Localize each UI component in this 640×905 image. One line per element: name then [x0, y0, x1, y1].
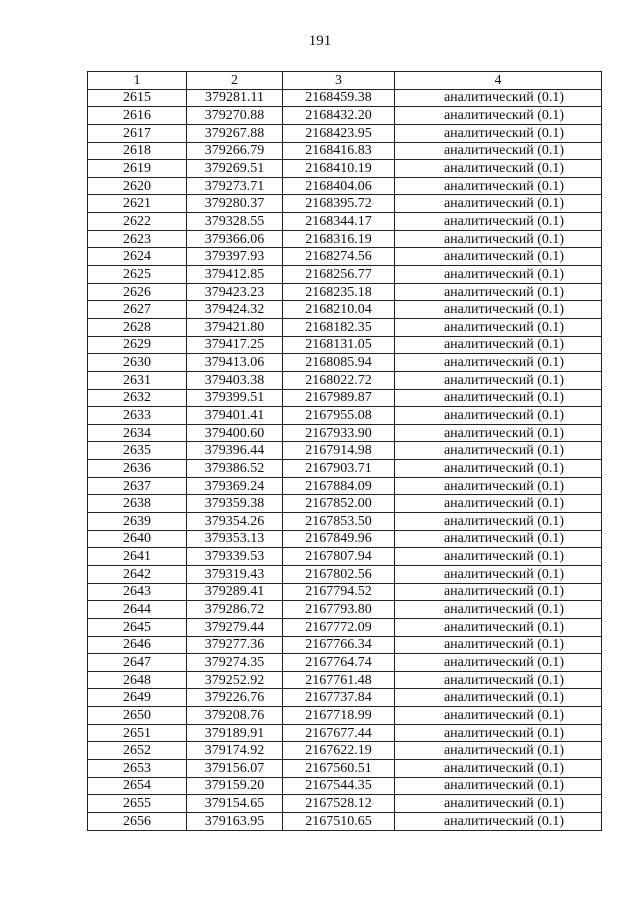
point-number-cell: 2643 — [88, 583, 187, 601]
method-cell: аналитический (0.1) — [395, 195, 602, 213]
y-coordinate-cell: 2167544.35 — [283, 777, 395, 795]
point-number-cell: 2646 — [88, 636, 187, 654]
point-number-cell: 2642 — [88, 565, 187, 583]
x-coordinate-cell: 379400.60 — [187, 424, 283, 442]
y-coordinate-cell: 2167622.19 — [283, 742, 395, 760]
x-coordinate-cell: 379156.07 — [187, 759, 283, 777]
table-row — [88, 795, 602, 813]
method-cell: аналитический (0.1) — [395, 513, 602, 531]
x-coordinate-cell: 379397.93 — [187, 248, 283, 266]
table-row — [88, 283, 602, 301]
y-coordinate-cell: 2167761.48 — [283, 671, 395, 689]
x-coordinate-cell: 379401.41 — [187, 407, 283, 425]
y-coordinate-cell: 2168022.72 — [283, 371, 395, 389]
x-coordinate-cell: 379277.36 — [187, 636, 283, 654]
y-coordinate-cell: 2167794.52 — [283, 583, 395, 601]
table-row — [88, 107, 602, 125]
method-cell: аналитический (0.1) — [395, 601, 602, 619]
method-cell: аналитический (0.1) — [395, 742, 602, 760]
table-row — [88, 618, 602, 636]
method-cell: аналитический (0.1) — [395, 371, 602, 389]
point-number-cell: 2629 — [88, 336, 187, 354]
method-cell: аналитический (0.1) — [395, 213, 602, 231]
y-coordinate-cell: 2167989.87 — [283, 389, 395, 407]
method-cell: аналитический (0.1) — [395, 389, 602, 407]
table-row — [88, 460, 602, 478]
table-row — [88, 724, 602, 742]
point-number-cell: 2619 — [88, 160, 187, 178]
table-row — [88, 230, 602, 248]
table-row — [88, 124, 602, 142]
y-coordinate-cell: 2168131.05 — [283, 336, 395, 354]
method-cell: аналитический (0.1) — [395, 124, 602, 142]
table-row — [88, 389, 602, 407]
method-cell: аналитический (0.1) — [395, 707, 602, 725]
point-number-cell: 2641 — [88, 548, 187, 566]
table-row — [88, 213, 602, 231]
x-coordinate-cell: 379399.51 — [187, 389, 283, 407]
point-number-cell: 2650 — [88, 707, 187, 725]
point-number-cell: 2639 — [88, 513, 187, 531]
point-number-cell: 2648 — [88, 671, 187, 689]
method-cell: аналитический (0.1) — [395, 354, 602, 372]
coordinates-table-container — [87, 71, 601, 831]
x-coordinate-cell: 379417.25 — [187, 336, 283, 354]
x-coordinate-cell: 379273.71 — [187, 177, 283, 195]
method-cell: аналитический (0.1) — [395, 177, 602, 195]
method-cell: аналитический (0.1) — [395, 777, 602, 795]
coordinates-table — [87, 71, 602, 831]
table-body — [88, 89, 602, 830]
point-number-cell: 2645 — [88, 618, 187, 636]
method-cell: аналитический (0.1) — [395, 618, 602, 636]
y-coordinate-cell: 2167718.99 — [283, 707, 395, 725]
table-row — [88, 195, 602, 213]
y-coordinate-cell: 2168210.04 — [283, 301, 395, 319]
point-number-cell: 2627 — [88, 301, 187, 319]
table-row — [88, 495, 602, 513]
method-cell: аналитический (0.1) — [395, 460, 602, 478]
point-number-cell: 2630 — [88, 354, 187, 372]
x-coordinate-cell: 379328.55 — [187, 213, 283, 231]
point-number-cell: 2640 — [88, 530, 187, 548]
method-cell: аналитический (0.1) — [395, 583, 602, 601]
x-coordinate-cell: 379289.41 — [187, 583, 283, 601]
method-cell: аналитический (0.1) — [395, 442, 602, 460]
method-cell: аналитический (0.1) — [395, 495, 602, 513]
table-row — [88, 301, 602, 319]
x-coordinate-cell: 379270.88 — [187, 107, 283, 125]
x-coordinate-cell: 379267.88 — [187, 124, 283, 142]
y-coordinate-cell: 2168182.35 — [283, 318, 395, 336]
point-number-cell: 2637 — [88, 477, 187, 495]
y-coordinate-cell: 2167853.50 — [283, 513, 395, 531]
table-row — [88, 248, 602, 266]
y-coordinate-cell: 2167772.09 — [283, 618, 395, 636]
y-coordinate-cell: 2167737.84 — [283, 689, 395, 707]
method-cell: аналитический (0.1) — [395, 248, 602, 266]
column-header-4: 4 — [395, 72, 602, 90]
method-cell: аналитический (0.1) — [395, 230, 602, 248]
method-cell: аналитический (0.1) — [395, 636, 602, 654]
y-coordinate-cell: 2167849.96 — [283, 530, 395, 548]
y-coordinate-cell: 2167793.80 — [283, 601, 395, 619]
point-number-cell: 2634 — [88, 424, 187, 442]
y-coordinate-cell: 2167560.51 — [283, 759, 395, 777]
table-row — [88, 407, 602, 425]
method-cell: аналитический (0.1) — [395, 689, 602, 707]
method-cell: аналитический (0.1) — [395, 318, 602, 336]
x-coordinate-cell: 379174.92 — [187, 742, 283, 760]
table-row — [88, 530, 602, 548]
x-coordinate-cell: 379286.72 — [187, 601, 283, 619]
method-cell: аналитический (0.1) — [395, 407, 602, 425]
x-coordinate-cell: 379163.95 — [187, 812, 283, 830]
y-coordinate-cell: 2168423.95 — [283, 124, 395, 142]
y-coordinate-cell: 2168432.20 — [283, 107, 395, 125]
method-cell: аналитический (0.1) — [395, 107, 602, 125]
table-row — [88, 318, 602, 336]
table-row — [88, 336, 602, 354]
x-coordinate-cell: 379423.23 — [187, 283, 283, 301]
table-row — [88, 583, 602, 601]
page-number: 191 — [308, 33, 332, 49]
method-cell: аналитический (0.1) — [395, 283, 602, 301]
x-coordinate-cell: 379386.52 — [187, 460, 283, 478]
table-row — [88, 442, 602, 460]
point-number-cell: 2644 — [88, 601, 187, 619]
y-coordinate-cell: 2167807.94 — [283, 548, 395, 566]
y-coordinate-cell: 2168395.72 — [283, 195, 395, 213]
table-row — [88, 177, 602, 195]
table-row — [88, 689, 602, 707]
method-cell: аналитический (0.1) — [395, 759, 602, 777]
table-row — [88, 565, 602, 583]
y-coordinate-cell: 2167852.00 — [283, 495, 395, 513]
table-row — [88, 160, 602, 178]
table-row — [88, 354, 602, 372]
y-coordinate-cell: 2168459.38 — [283, 89, 395, 107]
column-header-1: 1 — [88, 72, 187, 90]
x-coordinate-cell: 379274.35 — [187, 654, 283, 672]
y-coordinate-cell: 2168274.56 — [283, 248, 395, 266]
table-row — [88, 371, 602, 389]
point-number-cell: 2647 — [88, 654, 187, 672]
y-coordinate-cell: 2167802.56 — [283, 565, 395, 583]
y-coordinate-cell: 2167677.44 — [283, 724, 395, 742]
method-cell: аналитический (0.1) — [395, 89, 602, 107]
x-coordinate-cell: 379369.24 — [187, 477, 283, 495]
y-coordinate-cell: 2168235.18 — [283, 283, 395, 301]
point-number-cell: 2656 — [88, 812, 187, 830]
y-coordinate-cell: 2168316.19 — [283, 230, 395, 248]
y-coordinate-cell: 2168404.06 — [283, 177, 395, 195]
column-header-3: 3 — [283, 72, 395, 90]
x-coordinate-cell: 379154.65 — [187, 795, 283, 813]
x-coordinate-cell: 379412.85 — [187, 266, 283, 284]
y-coordinate-cell: 2167884.09 — [283, 477, 395, 495]
point-number-cell: 2622 — [88, 213, 187, 231]
y-coordinate-cell: 2168085.94 — [283, 354, 395, 372]
method-cell: аналитический (0.1) — [395, 477, 602, 495]
y-coordinate-cell: 2167766.34 — [283, 636, 395, 654]
y-coordinate-cell: 2168256.77 — [283, 266, 395, 284]
x-coordinate-cell: 379403.38 — [187, 371, 283, 389]
y-coordinate-cell: 2167933.90 — [283, 424, 395, 442]
method-cell: аналитический (0.1) — [395, 795, 602, 813]
method-cell: аналитический (0.1) — [395, 812, 602, 830]
table-row — [88, 142, 602, 160]
point-number-cell: 2625 — [88, 266, 187, 284]
point-number-cell: 2616 — [88, 107, 187, 125]
x-coordinate-cell: 379359.38 — [187, 495, 283, 513]
method-cell: аналитический (0.1) — [395, 671, 602, 689]
x-coordinate-cell: 379424.32 — [187, 301, 283, 319]
x-coordinate-cell: 379353.13 — [187, 530, 283, 548]
point-number-cell: 2620 — [88, 177, 187, 195]
table-row — [88, 636, 602, 654]
x-coordinate-cell: 379366.06 — [187, 230, 283, 248]
point-number-cell: 2636 — [88, 460, 187, 478]
x-coordinate-cell: 379159.20 — [187, 777, 283, 795]
x-coordinate-cell: 379281.11 — [187, 89, 283, 107]
method-cell: аналитический (0.1) — [395, 301, 602, 319]
table-row — [88, 477, 602, 495]
method-cell: аналитический (0.1) — [395, 160, 602, 178]
x-coordinate-cell: 379280.37 — [187, 195, 283, 213]
y-coordinate-cell: 2167528.12 — [283, 795, 395, 813]
table-row — [88, 424, 602, 442]
table-row — [88, 654, 602, 672]
table-row — [88, 742, 602, 760]
method-cell: аналитический (0.1) — [395, 142, 602, 160]
column-header-2: 2 — [187, 72, 283, 90]
point-number-cell: 2623 — [88, 230, 187, 248]
x-coordinate-cell: 379226.76 — [187, 689, 283, 707]
method-cell: аналитический (0.1) — [395, 724, 602, 742]
point-number-cell: 2649 — [88, 689, 187, 707]
x-coordinate-cell: 379319.43 — [187, 565, 283, 583]
table-row — [88, 601, 602, 619]
point-number-cell: 2654 — [88, 777, 187, 795]
x-coordinate-cell: 379413.06 — [187, 354, 283, 372]
x-coordinate-cell: 379279.44 — [187, 618, 283, 636]
table-row — [88, 812, 602, 830]
point-number-cell: 2653 — [88, 759, 187, 777]
y-coordinate-cell: 2168410.19 — [283, 160, 395, 178]
method-cell: аналитический (0.1) — [395, 266, 602, 284]
point-number-cell: 2621 — [88, 195, 187, 213]
point-number-cell: 2618 — [88, 142, 187, 160]
point-number-cell: 2624 — [88, 248, 187, 266]
x-coordinate-cell: 379269.51 — [187, 160, 283, 178]
y-coordinate-cell: 2167510.65 — [283, 812, 395, 830]
x-coordinate-cell: 379339.53 — [187, 548, 283, 566]
x-coordinate-cell: 379421.80 — [187, 318, 283, 336]
method-cell: аналитический (0.1) — [395, 565, 602, 583]
x-coordinate-cell: 379354.26 — [187, 513, 283, 531]
table-row — [88, 89, 602, 107]
table-row — [88, 707, 602, 725]
table-row — [88, 671, 602, 689]
point-number-cell: 2632 — [88, 389, 187, 407]
y-coordinate-cell: 2167903.71 — [283, 460, 395, 478]
point-number-cell: 2628 — [88, 318, 187, 336]
table-row — [88, 759, 602, 777]
method-cell: аналитический (0.1) — [395, 530, 602, 548]
table-row — [88, 266, 602, 284]
y-coordinate-cell: 2167955.08 — [283, 407, 395, 425]
method-cell: аналитический (0.1) — [395, 654, 602, 672]
method-cell: аналитический (0.1) — [395, 336, 602, 354]
table-row — [88, 513, 602, 531]
point-number-cell: 2651 — [88, 724, 187, 742]
y-coordinate-cell: 2167914.98 — [283, 442, 395, 460]
point-number-cell: 2635 — [88, 442, 187, 460]
x-coordinate-cell: 379396.44 — [187, 442, 283, 460]
point-number-cell: 2655 — [88, 795, 187, 813]
point-number-cell: 2652 — [88, 742, 187, 760]
y-coordinate-cell: 2168344.17 — [283, 213, 395, 231]
table-row — [88, 548, 602, 566]
table-header-row — [88, 72, 602, 90]
point-number-cell: 2631 — [88, 371, 187, 389]
method-cell: аналитический (0.1) — [395, 548, 602, 566]
table-row — [88, 777, 602, 795]
point-number-cell: 2633 — [88, 407, 187, 425]
x-coordinate-cell: 379266.79 — [187, 142, 283, 160]
y-coordinate-cell: 2168416.83 — [283, 142, 395, 160]
x-coordinate-cell: 379252.92 — [187, 671, 283, 689]
point-number-cell: 2626 — [88, 283, 187, 301]
point-number-cell: 2617 — [88, 124, 187, 142]
method-cell: аналитический (0.1) — [395, 424, 602, 442]
point-number-cell: 2638 — [88, 495, 187, 513]
point-number-cell: 2615 — [88, 89, 187, 107]
x-coordinate-cell: 379208.76 — [187, 707, 283, 725]
y-coordinate-cell: 2167764.74 — [283, 654, 395, 672]
x-coordinate-cell: 379189.91 — [187, 724, 283, 742]
